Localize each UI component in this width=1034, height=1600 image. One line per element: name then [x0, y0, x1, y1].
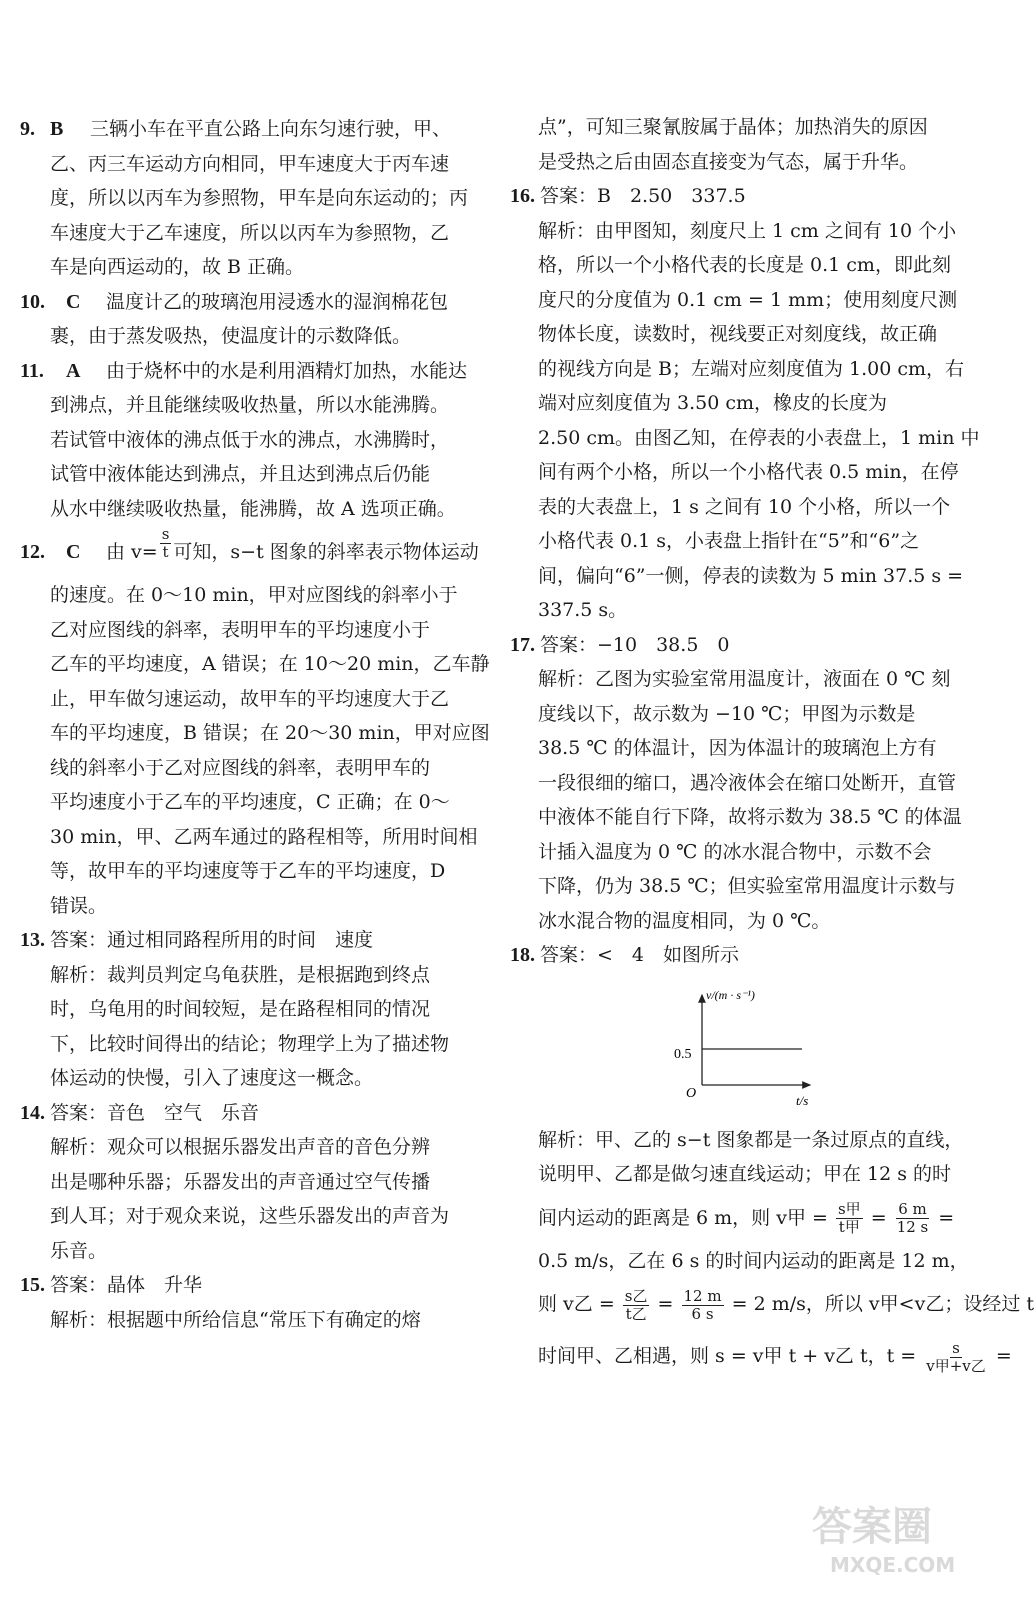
q15-first-line [20, 1268, 488, 1303]
q18-answer: 答案：< 4 如图所示 [540, 944, 740, 966]
q16-line: 表的大表盘上，1 s 之间有 10 个小格，所以一个 [538, 495, 951, 518]
q14-answer: 答案：音色 空气 乐音 [50, 1101, 260, 1124]
q12-line: 30 min，甲、乙两车通过的路程相等，所用时间相 [50, 825, 478, 848]
fraction-numerator: s乙 [624, 1286, 648, 1305]
q16-line: 度尺的分度值为 0.1 cm = 1 mm；使用刻度尺测 [538, 288, 958, 311]
q18-number: 18. [510, 944, 535, 966]
six-m-over-twelve-s [895, 1201, 931, 1236]
vt-chart-svg [510, 973, 980, 1123]
q9-line: 三辆小车在平直公路上向东匀速行驶，甲、 [90, 118, 452, 140]
q14-first-line [20, 1096, 488, 1131]
q16-answer: 答案：B 2.50 337.5 [540, 185, 746, 207]
q13-line: 时，乌龟用的时间较短，是在路程相同的情况 [50, 998, 431, 1020]
site-watermark [808, 1490, 978, 1580]
q12-line: 止，甲车做匀速运动，故甲车的平均速度大于乙 [50, 687, 450, 710]
q16-line: 小格代表 0.1 s，小表盘上指针在“5”和“6”之 [538, 530, 920, 552]
q11-answer: A [66, 359, 81, 382]
equals-sign: = [995, 1345, 1012, 1367]
q10-line: 温度计乙的玻璃泡用浸透水的湿润棉花包 [106, 290, 449, 313]
q18-text: = 2 m/s，所以 v甲<v乙；设经过 t [731, 1293, 1034, 1315]
s-jia-over-t-jia [836, 1201, 863, 1236]
q9-first-line [20, 112, 488, 147]
q9-answer: B [50, 118, 64, 140]
velocity-fraction [160, 526, 172, 578]
q10-answer: C [66, 290, 81, 313]
q17-first-line [510, 628, 980, 663]
fraction-numerator: 6 m [898, 1200, 927, 1218]
q17-line: 下降，仍为 38.5 ℃；但实验室常用温度计示数与 [538, 875, 956, 897]
q18-first-line [510, 938, 980, 973]
twelve-m-over-six-s [682, 1288, 724, 1323]
q11-line: 到沸点，并且能继续吸收热量，所以水能沸腾。 [50, 394, 450, 416]
q15-answer: 答案：晶体 升华 [50, 1274, 203, 1296]
q18-speed-yi-line [510, 1278, 1034, 1330]
q9-line: 乙、丙三车运动方向相同，甲车速度大于丙车速 [50, 152, 450, 175]
q12-line: 乙车的平均速度，A 错误；在 10～20 min，乙车静 [50, 653, 490, 675]
q12-line: 平均速度小于乙车的平均速度，C 正确；在 0～ [50, 791, 450, 813]
q17-line: 度线以下，故示数为 −10 ℃；甲图为示数是 [538, 702, 916, 725]
q16-line: 解析：由甲图知，刻度尺上 1 cm 之间有 10 个小 [538, 219, 957, 242]
q14-number: 14. [20, 1101, 45, 1124]
q16-line: 间，偏向“6”一侧，停表的读数为 5 min 37.5 s = [538, 564, 964, 587]
fraction-denominator: 12 s [896, 1218, 929, 1236]
velocity-time-chart [510, 973, 980, 1123]
q10-line: 裹，由于蒸发吸热，使温度计的示数降低。 [50, 325, 412, 347]
q14-line: 到人耳；对于观众来说，这些乐器发出的声音为 [50, 1205, 450, 1227]
q14-line: 乐音。 [50, 1239, 108, 1262]
q18-line: 解析：甲、乙的 s−t 图象都是一条过原点的直线， [538, 1128, 964, 1151]
q18-text: 时间甲、乙相遇，则 s = v甲 t + v乙 t，t = [538, 1345, 917, 1367]
q16-line: 2.50 cm。由图乙知，在停表的小表盘上，1 min 中 [538, 426, 980, 449]
q16-line: 的视线方向是 B；左端对应刻度值为 1.00 cm，右 [538, 357, 965, 380]
q9-line: 车是向西运动的，故 B 正确。 [50, 256, 305, 278]
q17-line: 解析：乙图为实验室常用温度计，液面在 0 ℃ 刻 [538, 668, 951, 690]
q15-line: 解析：根据题中所给信息“常压下有确定的熔 [50, 1308, 421, 1331]
fraction-denominator: 6 s [691, 1304, 714, 1323]
q14-line: 出是哪种乐器；乐器发出的声音通过空气传播 [50, 1170, 431, 1193]
equals-sign: = [870, 1206, 887, 1229]
fraction-numerator: s [952, 1338, 960, 1357]
watermark-text: 答案圈 [812, 1504, 932, 1550]
q12-line: 车的平均速度，B 错误；在 20～30 min，甲对应图 [50, 722, 490, 744]
q16-number: 16. [510, 185, 535, 207]
q16-line: 间有两个小格，所以一个小格代表 0.5 min，在停 [538, 461, 959, 483]
equals-sign: = [938, 1206, 955, 1229]
fraction-numerator: s [161, 525, 170, 543]
s-yi-over-t-yi [623, 1288, 650, 1323]
q12-line: 的速度。在 0～10 min，甲对应图线的斜率小于 [50, 584, 458, 606]
fraction-numerator: s甲 [837, 1200, 861, 1218]
q18-speed-jia-line [510, 1192, 980, 1244]
q12-formula-suffix: 可知，s−t 图象的斜率表示物体运动 [173, 541, 479, 563]
q16-line: 端对应刻度值为 3.50 cm，橡皮的长度为 [538, 392, 888, 414]
q11-line: 试管中液体能达到沸点，并且达到沸点后仍能 [50, 463, 431, 485]
q18-line: 说明甲、乙都是做匀速直线运动；甲在 12 s 的时 [538, 1163, 952, 1185]
fraction-denominator: t乙 [625, 1304, 647, 1323]
q16-line: 337.5 s。 [538, 599, 628, 621]
q12-line: 等，故甲车的平均速度等于乙车的平均速度，D [50, 860, 446, 882]
q17-line: 38.5 ℃ 的体温计，因为体温计的玻璃泡上方有 [538, 737, 937, 759]
fraction-denominator: t甲 [838, 1218, 860, 1236]
q12-first-line [20, 526, 488, 578]
q12-formula-prefix: 由 v= [106, 541, 158, 563]
q17-line: 冰水混合物的温度相同，为 0 ℃。 [538, 909, 831, 932]
q11-line: 由于烧杯中的水是利用酒精灯加热，水能达 [106, 359, 468, 382]
q17-line: 中液体不能自行下降，故将示数为 38.5 ℃ 的体温 [538, 806, 962, 828]
q13-line: 体运动的快慢，引入了速度这一概念。 [50, 1067, 374, 1089]
q10-first-line [20, 285, 488, 320]
left-column [20, 112, 488, 1337]
q15-continued-line: 点”，可知三聚氰胺属于晶体；加热消失的原因 [538, 116, 928, 138]
fraction-numerator: 12 m [683, 1286, 722, 1305]
q12-number: 12. [20, 541, 45, 563]
q11-line: 若试管中液体的沸点低于水的沸点，水沸腾时， [50, 428, 450, 451]
q18-text: 则 v乙 = [538, 1293, 615, 1315]
meeting-time-fraction [924, 1340, 988, 1375]
origin-label: O [686, 1085, 697, 1101]
watermark-logo [808, 1490, 978, 1580]
watermark-url: MXQE.COM [830, 1553, 956, 1577]
q18-line: 0.5 m/s，乙在 6 s 的时间内运动的距离是 12 m， [538, 1249, 969, 1272]
equals-sign: = [657, 1293, 674, 1315]
q15-continued-line: 是受热之后由固态直接变为气态，属于升华。 [538, 150, 919, 173]
q9-line: 度，所以以丙车为参照物，甲车是向东运动的；丙 [50, 187, 469, 209]
right-column [510, 110, 1034, 1382]
q12-line: 乙对应图线的斜率，表明甲车的平均速度小于 [50, 618, 431, 641]
q13-first-line [20, 923, 488, 958]
q9-line: 车速度大于乙车速度，所以以丙车为参照物，乙 [50, 221, 450, 244]
q16-line: 物体长度，读数时，视线要正对刻度线，故正确 [538, 323, 938, 345]
y-tick-label: 0.5 [674, 1046, 692, 1062]
y-axis-label: v/(m · s⁻¹) [706, 987, 755, 1002]
q13-number: 13. [20, 929, 45, 951]
q12-line: 线的斜率小于乙对应图线的斜率，表明甲车的 [50, 756, 431, 779]
q17-line: 一段很细的缩口，遇冷液体会在缩口处断开，直管 [538, 771, 957, 794]
q13-line: 下，比较时间得出的结论；物理学上为了描述物 [50, 1032, 450, 1055]
q15-number: 15. [20, 1274, 45, 1296]
q17-line: 计插入温度为 0 ℃ 的冰水混合物中，示数不会 [538, 840, 932, 863]
q17-number: 17. [510, 633, 535, 656]
q12-answer: C [66, 541, 81, 563]
fraction-denominator: t [162, 543, 169, 561]
q18-text: 间内运动的距离是 6 m，则 v甲 = [538, 1206, 828, 1229]
q16-first-line [510, 179, 980, 214]
q10-number: 10. [20, 290, 45, 313]
q12-line: 错误。 [50, 894, 108, 917]
q13-answer: 答案：通过相同路程所用的时间 速度 [50, 929, 374, 951]
fraction-denominator: v甲+v乙 [926, 1356, 986, 1375]
q17-answer: 答案：−10 38.5 0 [540, 633, 730, 656]
q9-number: 9. [20, 118, 35, 140]
q18-meeting-line [510, 1330, 1012, 1382]
q14-line: 解析：观众可以根据乐器发出声音的音色分辨 [50, 1136, 431, 1158]
q11-first-line [20, 354, 488, 389]
q16-line: 格，所以一个小格代表的长度是 0.1 cm，即此刻 [538, 254, 951, 276]
q11-line: 从水中继续吸收热量，能沸腾，故 A 选项正确。 [50, 497, 456, 520]
x-axis-label: t/s [796, 1092, 809, 1108]
q13-line: 解析：裁判员判定乌龟获胜，是根据跑到终点 [50, 963, 431, 986]
q11-number: 11. [20, 359, 44, 382]
